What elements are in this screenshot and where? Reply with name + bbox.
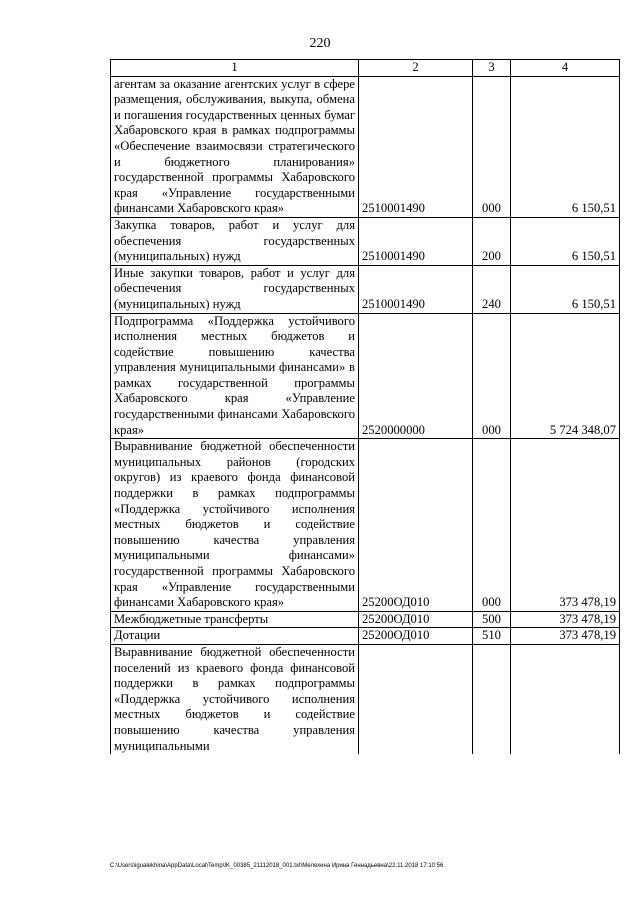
row-description: Дотации: [111, 628, 359, 645]
row-expense-type: 510: [473, 628, 511, 645]
row-amount: 373 478,19: [511, 611, 620, 628]
row-amount: 6 150,51: [511, 265, 620, 313]
row-code: 25200ОД010: [359, 628, 473, 645]
row-code: 2510001490: [359, 265, 473, 313]
row-description: агентам за оказание агентских услуг в сфере размещения, обслуживания, выкупа, обмена и погашения государственных ценных бумаг Хабаровского края в рамках подпрограммы «Обеспечение взаимосвязи стратегического и бюджетного планирования» государственной программы Хабаровского края «Управление государственными финансами Хабаровского края»: [111, 76, 359, 217]
row-code: 25200ОД010: [359, 611, 473, 628]
column-header-2: 2: [359, 60, 473, 77]
row-expense-type: 000: [473, 313, 511, 439]
row-description: Межбюджетные трансферты: [111, 611, 359, 628]
table-row: [111, 76, 620, 217]
row-description: Выравнивание бюджетной обеспеченности муниципальных районов (городских округов) из краевого фонда финансовой поддержки в рамках подпрограммы «Поддержка устойчивого исполнения местных бюджетов и содействие повышению качества управления муниципальными финансами» государственной программы Хабаровского края «Управление государственными финансами Хабаровского края»: [111, 439, 359, 612]
row-description: Иные закупки товаров, работ и услуг для обеспечения государственных (муниципальных) нужд: [111, 265, 359, 313]
row-amount: 373 478,19: [511, 628, 620, 645]
row-amount: 373 478,19: [511, 439, 620, 612]
row-code: 2510001490: [359, 76, 473, 217]
row-expense-type: [473, 644, 511, 754]
row-description: Выравнивание бюджетной обеспеченности поселений из краевого фонда финансовой поддержки в рамках подпрограммы «Поддержка устойчивого исполнения местных бюджетов и содействие повышению качества управления муниципальными: [111, 644, 359, 754]
table-row: [111, 611, 620, 628]
file-path-footer: C:\Users\igualekhina\AppData\Local\Temp\IK_00385_21112018_001.txt\Мелехина Ирина Геннадьевна\22.11.2018 17:10:56: [110, 863, 444, 869]
page-number: 220: [309, 36, 331, 51]
table-row: [111, 439, 620, 612]
table-row: [111, 217, 620, 265]
table-row: [111, 313, 620, 439]
row-expense-type: 200: [473, 217, 511, 265]
row-description: Закупка товаров, работ и услуг для обеспечения государственных (муниципальных) нужд: [111, 217, 359, 265]
column-header-4: 4: [511, 60, 620, 77]
table-row: [111, 265, 620, 313]
row-code: 2520000000: [359, 313, 473, 439]
row-expense-type: 000: [473, 76, 511, 217]
row-code: 2510001490: [359, 217, 473, 265]
budget-table: [110, 59, 620, 754]
column-header-3: 3: [473, 60, 511, 77]
row-code: [359, 644, 473, 754]
row-expense-type: 000: [473, 439, 511, 612]
row-amount: 5 724 348,07: [511, 313, 620, 439]
row-expense-type: 240: [473, 265, 511, 313]
row-amount: 6 150,51: [511, 76, 620, 217]
table-row: [111, 644, 620, 754]
row-code: 25200ОД010: [359, 439, 473, 612]
row-amount: [511, 644, 620, 754]
column-header-1: 1: [111, 60, 359, 77]
table-header-row: [111, 60, 620, 77]
table-row: [111, 628, 620, 645]
row-expense-type: 500: [473, 611, 511, 628]
row-description: Подпрограмма «Поддержка устойчивого исполнения местных бюджетов и содействие повышению качества управления муниципальными финансами» в рамках государственной программы Хабаровского края «Управление государственными финансами Хабаровского края»: [111, 313, 359, 439]
row-amount: 6 150,51: [511, 217, 620, 265]
